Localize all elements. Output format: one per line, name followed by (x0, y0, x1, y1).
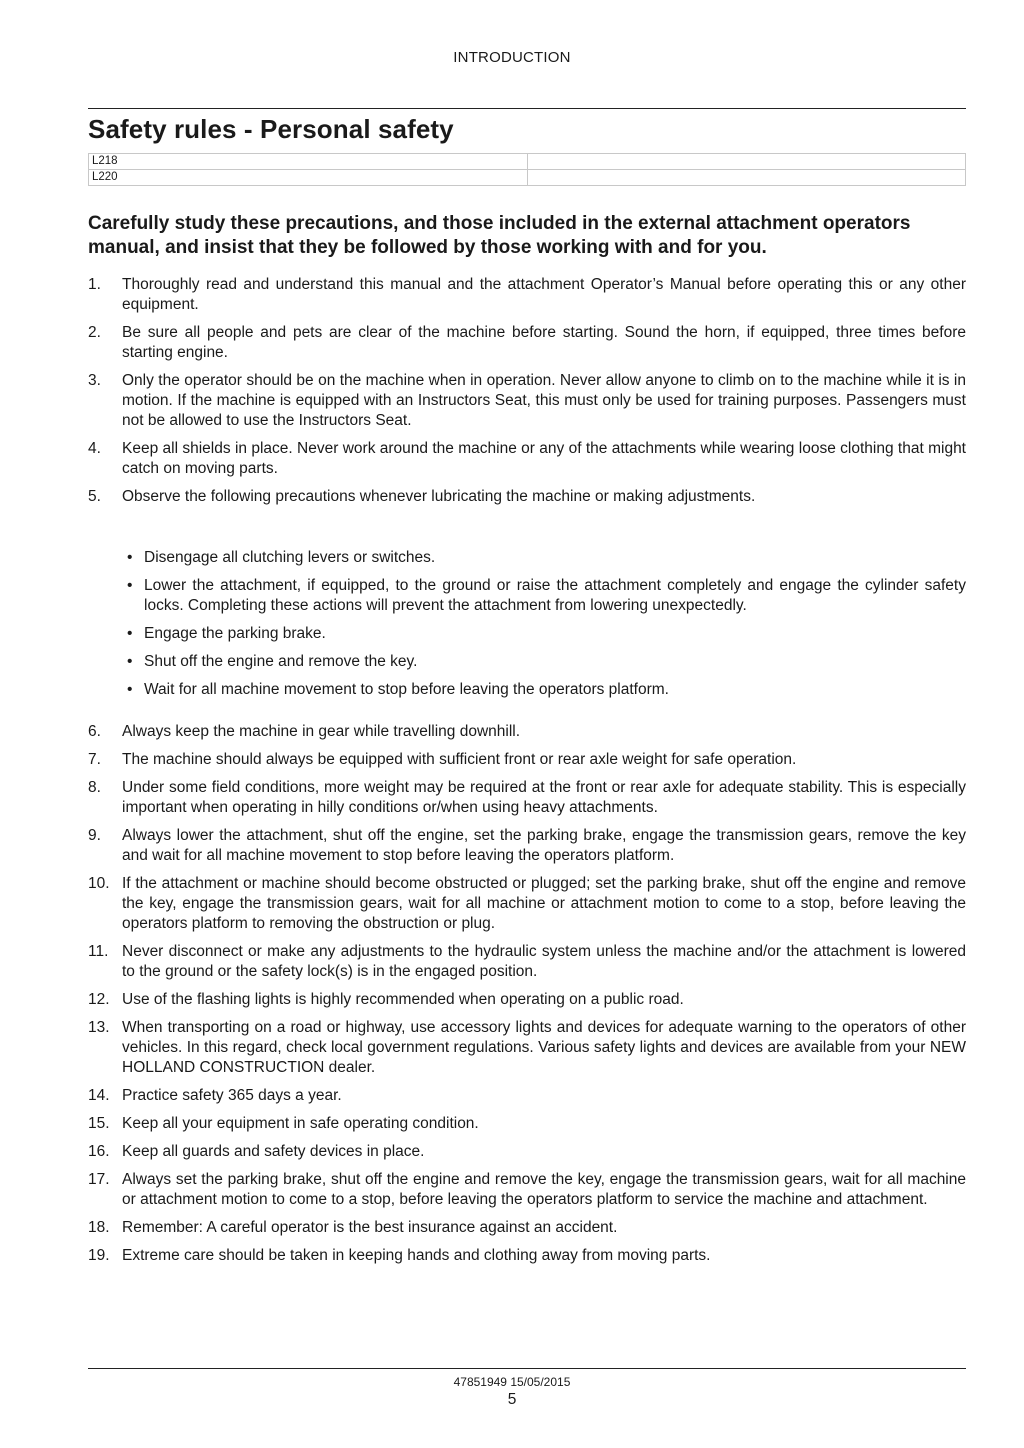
item-text: Keep all your equipment in safe operating condition. (122, 1115, 479, 1132)
table-row (89, 154, 966, 170)
item-number: 1. (88, 276, 101, 293)
safety-rules-list-continued (88, 722, 966, 1274)
bullet-text: Disengage all clutching levers or switches. (144, 549, 436, 566)
page-number: 5 (507, 1391, 517, 1408)
table-row (89, 170, 966, 186)
list-item (88, 1170, 966, 1210)
bullet-item (124, 680, 966, 700)
list-item (88, 275, 966, 315)
item-text: Practice safety 365 days a year. (122, 1087, 342, 1104)
item-number: 16. (88, 1143, 110, 1160)
item-number: 14. (88, 1087, 110, 1104)
item-text: Keep all shields in place. Never work around the machine or any of the attachments while wearing loose clothing that might catch on moving parts. (122, 440, 966, 477)
item-number: 19. (88, 1247, 110, 1264)
bullet-dot-icon: • (127, 625, 133, 642)
bullet-text: Shut off the engine and remove the key. (144, 653, 418, 670)
item-text: Keep all guards and safety devices in place. (122, 1143, 425, 1160)
item-number: 10. (88, 875, 110, 892)
item-text: Always keep the machine in gear while travelling downhill. (122, 723, 521, 740)
document-reference: 47851949 15/05/2015 (453, 1375, 571, 1389)
item-text: Only the operator should be on the machine when in operation. Never allow anyone to climb on to the machine while it is in motion. If the machine is equipped with an Instructors Seat, this must only be used for training purposes. Passengers must not be allowed to use the Instructors Seat. (122, 372, 966, 429)
item-number: 7. (88, 751, 101, 768)
item-text: Extreme care should be taken in keeping hands and clothing away from moving parts. (122, 1247, 711, 1264)
bullet-text: Wait for all machine movement to stop before leaving the operators platform. (144, 681, 669, 698)
item-number: 13. (88, 1019, 110, 1036)
item-text: Always lower the attachment, shut off the engine, set the parking brake, engage the transmission gears, remove the key and wait for all machine movement to stop before leaving the operators platform. (122, 827, 966, 864)
list-item (88, 1086, 966, 1106)
bullet-item (124, 652, 966, 672)
empty-cell (527, 170, 966, 186)
bullet-text: Engage the parking brake. (144, 625, 326, 642)
list-item (88, 942, 966, 982)
list-item (88, 439, 966, 479)
item-number: 8. (88, 779, 101, 796)
item-number: 4. (88, 440, 101, 457)
item-number: 17. (88, 1171, 110, 1188)
item-number: 6. (88, 723, 101, 740)
bullet-dot-icon: • (127, 549, 133, 566)
item-text: Observe the following precautions whenever lubricating the machine or making adjustments. (122, 488, 756, 505)
item-text: Always set the parking brake, shut off the engine and remove the key, engage the transmission gears, wait for all machine or attachment motion to come to a stop, before leaving the operators platform to service the machine and attachment. (122, 1171, 966, 1208)
item-number: 12. (88, 991, 110, 1008)
item-number: 11. (88, 943, 109, 960)
item-number: 18. (88, 1219, 110, 1236)
list-item (88, 371, 966, 431)
item-text: Thoroughly read and understand this manual and the attachment Operator’s Manual before operating this or any other equipment. (122, 276, 966, 313)
list-item (88, 1018, 966, 1078)
item-number: 15. (88, 1115, 110, 1132)
item-number: 5. (88, 488, 101, 505)
list-item (88, 1114, 966, 1134)
item-number: 9. (88, 827, 101, 844)
bullet-dot-icon: • (127, 681, 133, 698)
item-text: Never disconnect or make any adjustments to the hydraulic system unless the machine and/or the attachment is lowered to the ground or the safety lock(s) is in the engaged position. (122, 943, 966, 980)
list-item (88, 323, 966, 363)
list-item (88, 990, 966, 1010)
model-cell: L218 (89, 154, 528, 170)
list-item (88, 1218, 966, 1238)
model-applicability-table (88, 153, 966, 186)
list-item (88, 722, 966, 742)
list-item (88, 778, 966, 818)
bullet-text: Lower the attachment, if equipped, to the ground or raise the attachment completely and engage the cylinder safety locks. Completing these actions will prevent the attachment from lowering unexpectedly. (144, 577, 966, 614)
list-item (88, 750, 966, 770)
header-rule (88, 108, 966, 109)
lead-paragraph: Carefully study these precautions, and those included in the external attachment operators manual, and insist that they be followed by those working with and for you. (88, 213, 911, 258)
bullet-item (124, 624, 966, 644)
bullet-dot-icon: • (127, 577, 133, 594)
list-item (88, 826, 966, 866)
list-item (88, 874, 966, 934)
item-text: The machine should always be equipped with sufficient front or rear axle weight for safe operation. (122, 751, 797, 768)
item-number: 2. (88, 324, 101, 341)
bullet-item (124, 576, 966, 616)
item-text: Under some field conditions, more weight may be required at the front or rear axle for adequate stability. This is especially important when operating in hilly conditions or/when using heavy attachments. (122, 779, 966, 816)
bullet-item (124, 548, 966, 568)
item-text: Be sure all people and pets are clear of the machine before starting. Sound the horn, if equipped, three times before starting engine. (122, 324, 966, 361)
running-header: INTRODUCTION (453, 49, 571, 66)
footer-rule (88, 1368, 966, 1369)
safety-rules-list (88, 275, 966, 515)
item-text: If the attachment or machine should become obstructed or plugged; set the parking brake, shut off the engine and remove the key, engage the transmission gears, wait for all machine or attachment motion to come to a stop, before leaving the operators platform to removing the obstruction or plug. (122, 875, 966, 932)
item-text: Remember: A careful operator is the best insurance against an accident. (122, 1219, 618, 1236)
list-item (88, 1246, 966, 1266)
list-item (88, 487, 966, 507)
list-item (88, 1142, 966, 1162)
model-cell: L220 (89, 170, 528, 186)
item-number: 3. (88, 372, 101, 389)
empty-cell (527, 154, 966, 170)
item-text: Use of the flashing lights is highly recommended when operating on a public road. (122, 991, 684, 1008)
item-text: When transporting on a road or highway, use accessory lights and devices for adequate warning to the operators of other vehicles. In this regard, check local government regulations. Various safety lights and devices are available from your NEW HOLLAND CONSTRUCTION dealer. (122, 1019, 966, 1076)
bullet-dot-icon: • (127, 653, 133, 670)
page-title: Safety rules - Personal safety (88, 114, 454, 144)
lubrication-precautions-list (124, 548, 966, 708)
